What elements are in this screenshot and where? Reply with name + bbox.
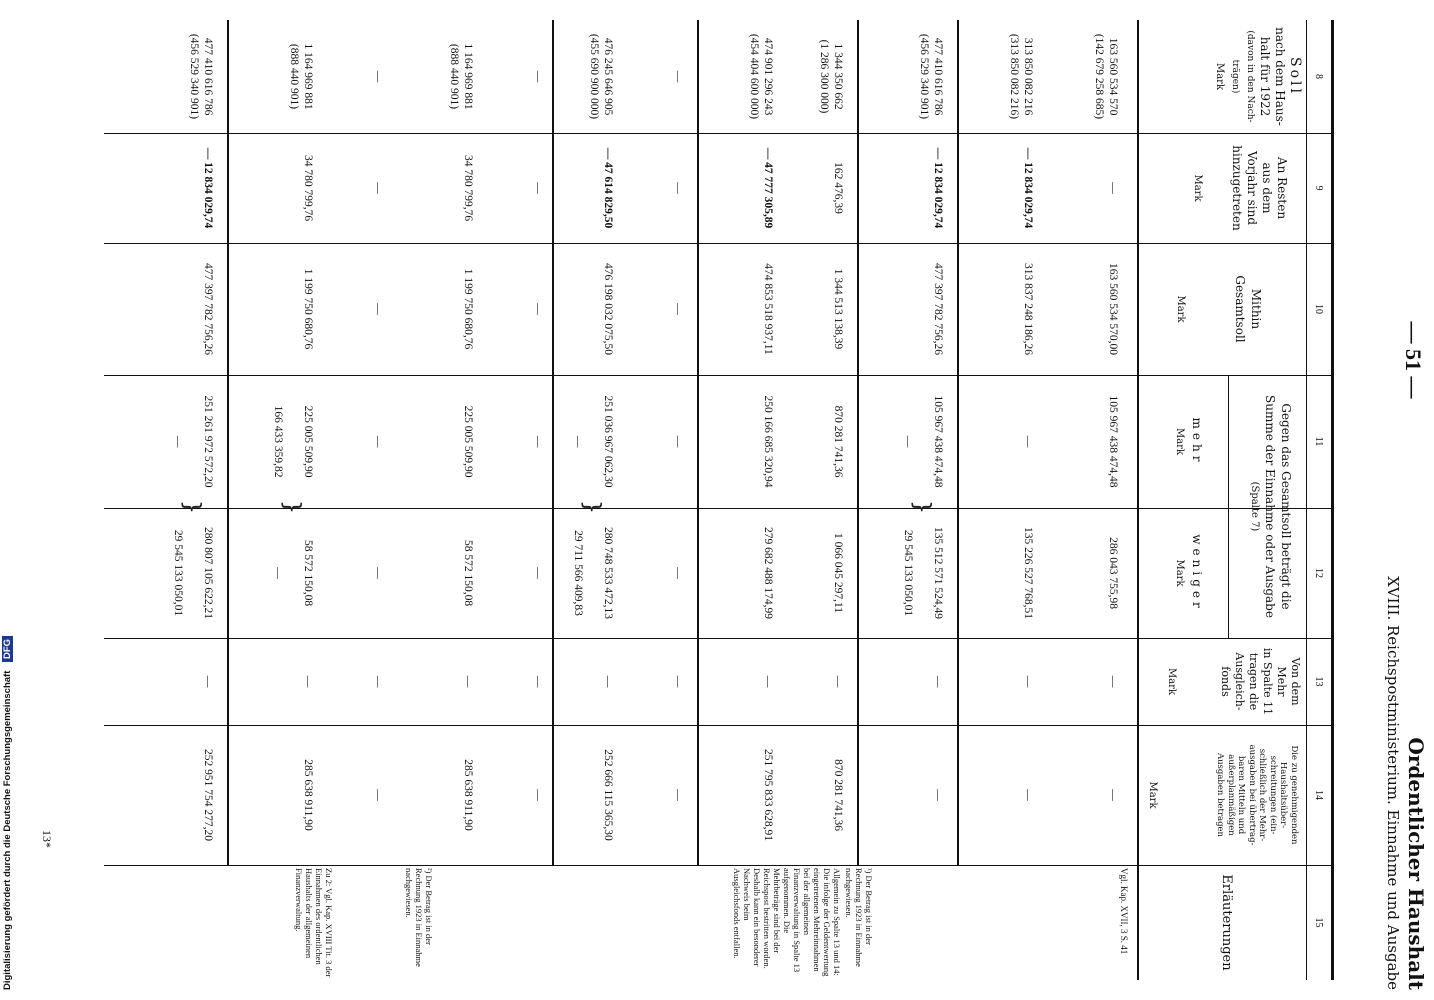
header-col14: Die zu genehmigenden Haushaltsüber- schreitungen (ein- schließlich der Mehr- ausgaben bei übertrag- baren Mitteln und außerplanmäßigen Ausgaben betragen Mark [1147,744,1299,846]
cell-ueber: 252 666 115 365,30 [602,749,614,841]
cell-fonds: — [202,675,214,688]
cell-reste: — 47 614 829,50 [602,147,614,229]
footnote-2: ²) Der Betrag ist in der Rechnung 1923 in Einnahme nachgewiesen. [404,868,434,967]
page-title: Ordentlicher Haushalt [1404,737,1428,990]
colnum-10: 10 [1313,304,1324,314]
cell-weniger2: 29 711 566 409,83 [572,530,584,616]
cell-ueber: 870 281 741,36 [832,759,844,831]
cell-mehr: 225 005 509,90 [302,405,314,478]
cell-soll: — [672,70,684,83]
header-col9: An Resten aus dem Vorjahr sind hinzugetreten Mark [1192,145,1289,231]
cell-weniger: 135 512 571 524,49 [932,527,944,619]
cell-reste: — [372,182,384,194]
page-number: — 51 — [1401,321,1426,399]
header-col11: mehr Mark [1174,417,1204,466]
cell-ueber: 252 951 754 277,20 [202,749,214,841]
cell-ueber: — [1107,789,1119,801]
header-col8: Soll nach dem Haus- halt für 1922 (davon in den Nach- trägen) Mark [1214,27,1303,126]
row-separator [697,20,699,865]
cell-reste: — 47 777 305,89 [762,147,774,229]
cell-weniger: — [532,567,544,579]
cell-fonds: — [832,675,844,688]
cell-ueber: — [532,789,544,801]
cell-reste: 34 780 799,76 [302,154,314,222]
cell-mehr: 105 967 438 474,48 [1107,395,1119,488]
cell-reste: — 12 834 029,74 [932,147,944,229]
footnote-3: Zu 2: Vgl. Kap. XVIII Tit. 3 der Einnahmen des ordentlichen Haushalts der allgemeinen Finanzverwaltung. [294,868,334,978]
cell-weniger: 58 572 150,08 [462,539,474,607]
cell-soll-sub: (456 529 340 901) [918,33,930,120]
cell-mehr: — [1022,435,1034,448]
cell-weniger: 280 748 533 472,13 [602,527,614,619]
row-separator [957,20,959,865]
colnum-14: 14 [1313,790,1324,800]
digitization-note: Digitalisierung gefördert durch die Deutsche Forschungsgemeinschaft DFG [2,10,13,990]
cell-fonds: — [462,675,474,688]
cell-fonds: — [302,675,314,688]
cell-soll-sub: (455 690 900 000) [588,33,600,120]
cell-gesamt: — [532,303,544,315]
cell-fonds: — [932,675,944,688]
cell-soll-sub: (1 286 300 000) [818,39,830,114]
row-separator [552,20,554,865]
cell-soll: — [532,70,544,83]
cell-reste: — [532,182,544,194]
cell-ueber: 285 638 911,90 [302,759,314,831]
cell-soll-sub: (888 440 901) [448,43,460,110]
cell-weniger2: 29 545 133 050,01 [172,529,184,617]
cell-weniger: 286 043 755,98 [1107,537,1119,609]
cell-weniger: 279 682 488 174,99 [762,527,774,619]
cell-ueber: 285 638 911,90 [462,759,474,831]
brace-icon: } [909,500,934,514]
colnum-11: 11 [1313,436,1324,447]
cell-fonds: — [1107,675,1119,688]
colnum-8: 8 [1313,74,1324,79]
cell-mehr: 251 261 972 572,20 [202,395,214,488]
cell-gesamt: — [372,303,384,315]
cell-ueber: — [372,789,384,801]
cell-mehr: 870 281 741,36 [832,405,844,478]
cell-weniger: — [372,567,384,579]
header-bottom-rule [1137,20,1139,980]
cell-weniger: 1 066 045 297,11 [832,532,844,614]
cell-mehr: — [372,435,384,448]
cell-soll-sub: (888 440 901) [288,43,300,110]
cell-mehr: 251 036 967 062,30 [602,395,614,488]
cell-gesamt: 474 853 518 937,11 [762,263,774,355]
colnum-15: 15 [1313,917,1324,928]
cell-soll: 1 344 350 662 [832,43,844,110]
cell-gesamt: — [672,303,684,315]
header-col13: Von dem Mehr in Spalte 11 tragen die Ausgleich- fonds Mark [1166,647,1302,716]
cell-mehr2: — [172,435,184,448]
cell-mehr: 250 166 685 320,94 [762,395,774,488]
cell-soll: 477 410 616 786 [202,37,214,116]
cell-ueber: 251 795 833 628,91 [762,749,774,841]
colnum-rule [1306,20,1307,980]
cell-weniger: — [672,567,684,579]
cell-fonds: — [672,675,684,688]
cell-soll: 163 560 534 570 [1107,37,1119,116]
cell-fonds: — [1022,675,1034,688]
cell-reste: 34 780 799,76 [462,154,474,222]
cell-soll: 1 164 969 881 [462,43,474,110]
dfg-logo: DFG [2,636,13,662]
cell-reste: — 12 834 029,74 [202,147,214,229]
cell-mehr2: — [572,435,584,448]
cell-soll: 313 850 082 216 [1022,37,1034,116]
cell-weniger: 135 226 527 768,51 [1022,527,1034,619]
cell-gesamt: 313 837 248 186,26 [1022,263,1034,355]
cell-weniger: 280 807 105 622,21 [202,527,214,619]
cell-mehr: — [532,435,544,448]
cell-fonds: — [602,675,614,688]
brace-icon: } [579,500,604,514]
cell-fonds: — [762,675,774,688]
cell-ueber: — [932,789,944,801]
cell-soll-sub: (454 404 600 000) [748,33,760,120]
cell-gesamt: 477 397 782 756,26 [202,263,214,355]
cell-soll: 476 245 646 905 [602,37,614,116]
cell-gesamt: 163 560 534 570,00 [1107,263,1119,355]
cell-soll: — [372,70,384,83]
top-rule [1331,20,1334,980]
cell-weniger2: — [272,567,284,579]
cell-fonds: — [372,675,384,688]
footnote-1: ¹) Der Betrag ist in der Rechnung 1923 in Einnahme nachgewiesen. Allgemein zu Spalte 13 und 14: Die infolge der Geldentwertung eingetretenen Mehreinnahmen bei der allgemeinen Finanzverwaltung in Spalte 13 aufgenommen. Die Mehrbeträge sind bei der Reichspost bestritten worden. Deshalb kann ein besonderer Nachweis beim Ausgleichsfonds entfallen. [732,868,874,977]
cell-soll-sub: (142 679 258 685) [1093,33,1105,120]
cell-soll-sub: (313 850 082 216) [1008,33,1020,120]
cell-reste: — [672,182,684,194]
cell-mehr: 225 005 509,90 [462,405,474,478]
header-col15: Erläuterungen [1219,874,1234,971]
brace-icon: } [179,500,204,514]
cell-ueber: — [672,789,684,801]
cell-gesamt: 1 344 513 138,39 [832,268,844,350]
page-subtitle: XVIII. Reichspostministerium. Einnahme und Ausgabe [1384,576,1402,990]
colnum-13: 13 [1313,676,1324,687]
cell-mehr: — [672,435,684,448]
cell-gesamt: 476 198 032 075,50 [602,263,614,355]
header-col11-12: Gegen das Gesamtsoll beträgt die Summe der Einnahme oder Ausgabe (Spalte 7) [1249,395,1293,618]
cell-reste: — [1107,182,1119,194]
header-col12: weniger Mark [1174,534,1204,612]
bottom-page-mark: 13* [40,830,54,848]
colnum-12: 12 [1313,568,1324,578]
cell-soll: 474 901 296 243 [762,37,774,116]
row-separator [857,20,859,865]
cell-fonds: — [532,675,544,688]
cell-mehr2: — [902,435,914,448]
cell-weniger2: 29 545 133 050,01 [902,529,914,617]
cell-soll-sub: (456 529 340 901) [188,33,200,120]
cell-soll: 1 164 969 881 [302,43,314,110]
header-col10: Mithin Gesamtsoll Mark [1175,275,1263,343]
colnum-9: 9 [1313,185,1324,191]
cell-ueber: — [1022,789,1034,801]
cell-soll: 477 410 616 786 [932,37,944,116]
cell-reste: — 12 834 029,74 [1022,147,1034,229]
cell-weniger: 58 572 150,08 [302,539,314,607]
brace-icon: } [279,500,304,514]
cell-reste: 162 476,39 [832,162,844,214]
cell-mehr2: 166 433 359,82 [272,405,284,478]
cell-gesamt: 1 199 750 680,76 [462,268,474,350]
row-note: Vgl. Kap. XVII, 3 S. 41 [1119,868,1129,955]
cell-gesamt: 477 397 782 756,26 [932,263,944,355]
row-separator [227,20,229,865]
cell-gesamt: 1 199 750 680,76 [302,268,314,350]
cell-mehr: 105 967 438 474,48 [932,395,944,488]
